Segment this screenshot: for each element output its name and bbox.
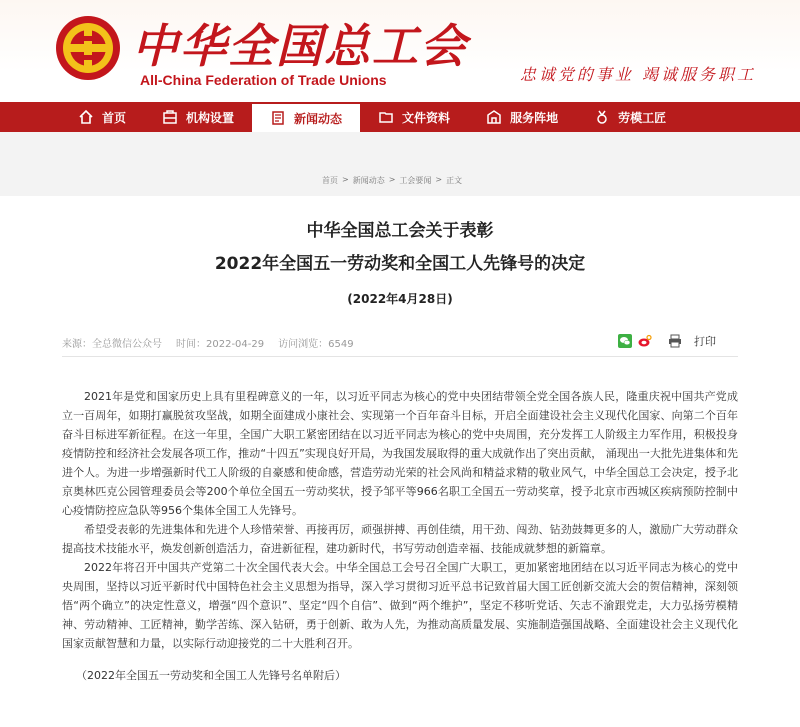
service-icon — [486, 109, 502, 125]
breadcrumb-home[interactable]: 首页 — [322, 176, 338, 185]
brand-name-en: All-China Federation of Trade Unions — [140, 72, 387, 88]
nav-item-medal[interactable] — [576, 102, 684, 132]
nav-item-news[interactable] — [252, 102, 360, 132]
breadcrumb — [322, 175, 462, 186]
breadcrumb-sep: > — [388, 175, 396, 184]
nav-label: 服务阵地 — [510, 110, 559, 125]
article — [62, 216, 738, 683]
main-nav — [0, 102, 800, 132]
printer-icon[interactable] — [668, 334, 682, 348]
news-icon — [270, 110, 286, 126]
nav-item-org[interactable] — [144, 102, 252, 132]
breadcrumb-union-news[interactable]: 工会要闻 — [399, 176, 432, 185]
nav-label: 文件资料 — [402, 110, 451, 125]
nav-label: 机构设置 — [186, 110, 235, 125]
breadcrumb-sep: > — [342, 175, 349, 184]
breadcrumb-news[interactable]: 新闻动态 — [352, 176, 385, 185]
nav-item-home[interactable] — [60, 102, 144, 132]
nav-label: 劳模工匠 — [618, 110, 667, 125]
share-tools — [618, 333, 730, 349]
nav-label: 首页 — [102, 110, 127, 125]
breadcrumb-current: 正文 — [446, 176, 463, 185]
article-time: 时间：2022-04-29 — [176, 339, 265, 350]
acftu-logo-icon[interactable] — [54, 14, 122, 82]
nav-label: 新闻动态 — [294, 111, 343, 126]
article-date: (2022年4月28日) — [347, 292, 453, 306]
org-icon — [162, 109, 178, 125]
site-header — [0, 0, 800, 102]
article-source: 来源：全总微信公众号 — [62, 339, 162, 350]
wechat-icon[interactable] — [618, 334, 632, 348]
article-body — [62, 387, 738, 653]
home-icon — [78, 109, 94, 125]
breadcrumb-sep: > — [435, 175, 443, 184]
header-slogan: 忠诚党的事业 竭诚服务职工 — [519, 65, 756, 84]
breadcrumb-bar — [0, 132, 800, 196]
weibo-icon[interactable] — [638, 334, 652, 348]
nav-item-docs[interactable] — [360, 102, 468, 132]
medal-icon — [594, 109, 610, 125]
brand-name-cn: 中华全国总工会 — [132, 19, 468, 73]
article-paragraph: 2022年将召开中国共产党第二十次全国代表大会。中华全国总工会号召全国广大职工，更加紧密地团结在以习近平同志为核心的党中央周围，坚持以习近平新时代中国特色社会主义思想为指导，深入学习贯彻习近平总书记致首届大国工匠创新交流大会的贺信精神，深刻领悟“两个确立”的决定性意义，增强“四个意识”、坚定“四个自信”、做到“两个维护”，坚定不移听党话、矢志不渝跟党走，大力弘扬劳模精神、劳动精神、工匠精神，勤学苦练、深入钻研，勇于创新、敢为人先，为推动高质量发展、实施制造强国战略、全面建设社会主义现代化国家贡献智慧和力量，以实际行动迎接党的二十大胜利召开。 — [62, 561, 738, 650]
article-views: 访问浏览：6549 — [278, 339, 354, 350]
article-title-line1: 中华全国总工会关于表彰 — [306, 221, 494, 241]
nav-item-service[interactable] — [468, 102, 576, 132]
document-icon — [378, 109, 394, 125]
article-paragraph: 希望受表彰的先进集体和先进个人珍惜荣誉、再接再厉，顽强拼搏、再创佳绩，用干劲、闯劲、钻劲鼓舞更多的人，激励广大劳动群众提高技术技能水平，焕发创新创造活力，奋进新征程，建功新时代，书写劳动创造幸福、技能成就梦想的新篇章。 — [62, 523, 738, 555]
print-button[interactable]: 打印 — [694, 335, 716, 348]
article-footnote: （2022年全国五一劳动奖和全国工人先锋号名单附后） — [76, 669, 346, 682]
article-meta — [62, 329, 738, 357]
article-paragraph: 2021年是党和国家历史上具有里程碑意义的一年，以习近平同志为核心的党中央团结带领全党全国各族人民，隆重庆祝中国共产党成立一百周年，如期打赢脱贫攻坚战，如期全面建成小康社会、实现第一个百年奋斗目标，开启全面建设社会主义现代化国家、向第二个百年奋斗目标进军新征程。在这一年里，全国广大职工紧密团结在以习近平同志为核心的党中央周围，充分发挥工人阶级主力军作用，积极投身疫情防控和经济社会发展各项工作，推动“十四五”实现良好开局，为我国发展取得的重大成就作出了突出贡献， 涌现出一大批先进集体和先进个人。为进一步增强新时代工人阶级的自豪感和使命感，营造劳动光荣的社会风尚和精益求精的敬业风气，中华全国总工会决定，授予北京奥林匹克公园管理委员会等200个单位全国五一劳动奖状，授予邹平等966名职工全国五一劳动奖章，授予北京市西城区疾病预防控制中心疫情防控应急队等956个集体全国工人先锋号。 — [62, 390, 738, 517]
article-title-line2: 2022年全国五一劳动奖和全国工人先锋号的决定 — [214, 254, 586, 274]
